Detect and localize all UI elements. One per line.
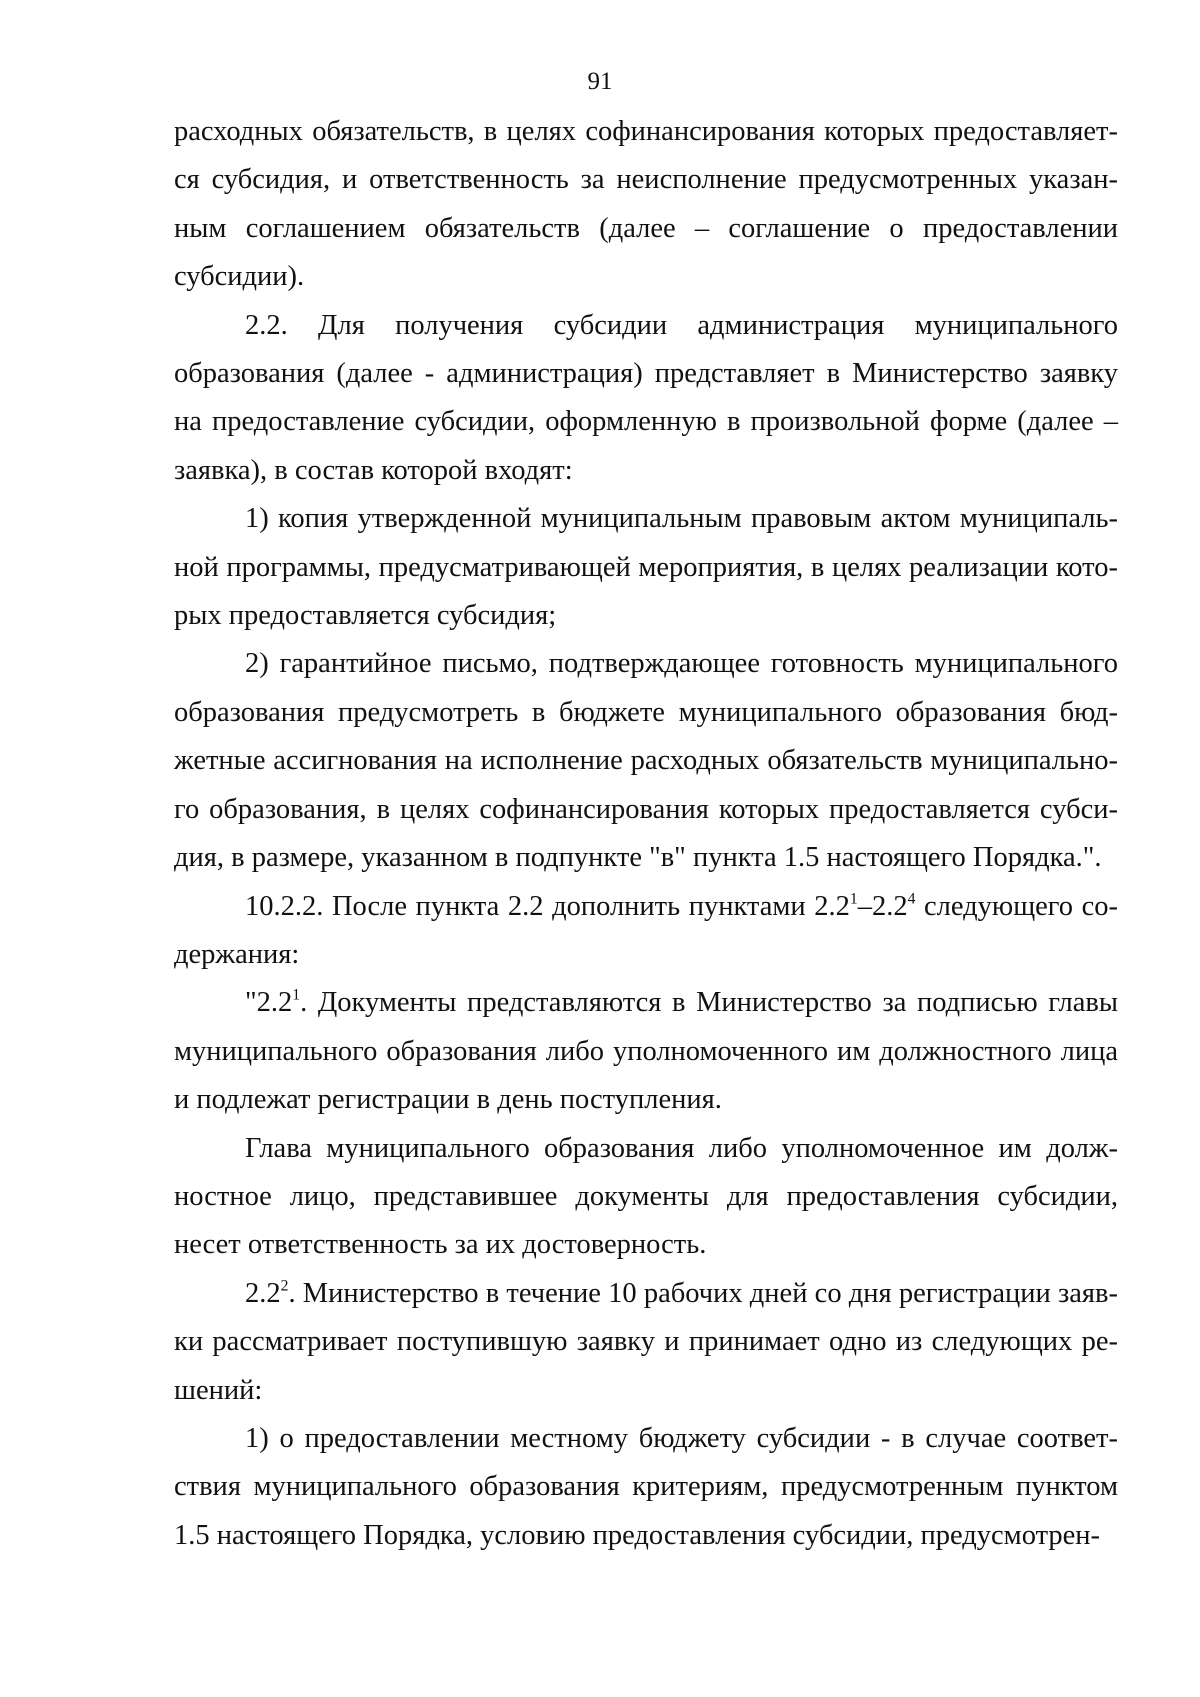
text-segment: Глава муниципального образования либо уполномоченное им должностное лицо, представившее документы для предоставления субсидии, несет ответственность за их достоверность. [174, 1132, 1118, 1261]
superscript: 1 [849, 889, 858, 907]
paragraph [174, 979, 1118, 1124]
superscript: 4 [907, 889, 916, 907]
text-segment: . Документы представляются в Министерство за подписью главы муниципального образования либо уполномоченного им должностного лица и подлежат регистрации в день поступления. [174, 987, 1118, 1116]
document-body [174, 108, 1118, 1560]
text-segment: 1) копия утвержденной муниципальным правовым актом муниципальной программы, предусматривающей мероприятия, в целях реализации которых предоставляется субсидия; [174, 503, 1118, 632]
paragraph [174, 495, 1118, 640]
paragraph [174, 302, 1118, 496]
paragraph [174, 640, 1118, 882]
superscript: 1 [292, 986, 301, 1004]
text-segment: "2.2 [245, 987, 293, 1019]
text-segment: –2.2 [857, 890, 908, 922]
paragraph [174, 1415, 1118, 1560]
text-segment: 2.2. Для получения субсидии администрация муниципального образования (далее - администрация) представляет в Министерство заявку на предоставление субсидии, оформленную в произвольной форме (далее – заявка), в состав которой входят: [174, 309, 1118, 486]
text-segment: . Министерство в течение 10 рабочих дней со дня регистрации заявки рассматривает поступившую заявку и принимает одно из следующих решений: [174, 1277, 1118, 1406]
paragraph [174, 883, 1118, 980]
paragraph [174, 1270, 1118, 1415]
text-segment: следующего содержания: [174, 890, 1118, 970]
page-number: 91 [587, 68, 613, 95]
text-segment: 2.2 [245, 1277, 281, 1309]
text-segment: 2) гарантийное письмо, подтверждающее готовность муниципального образования предусмотреть в бюджете муниципального образования бюджетные ассигнования на исполнение расходных обязательств муниципального образования, в целях софинансирования которых предоставляется субсидия, в размере, указанном в подпункте "в" пункта 1.5 настоящего Порядка.". [174, 648, 1118, 874]
text-segment: 10.2.2. После пункта 2.2 дополнить пунктами 2.2 [245, 890, 850, 922]
paragraph [174, 1125, 1118, 1270]
paragraph [174, 108, 1118, 302]
text-segment: 1) о предоставлении местному бюджету субсидии - в случае соответствия муниципального образования критериям, предусмотренным пунктом 1.5 настоящего Порядка, условию предоставления субсидии, предусмотрен- [174, 1422, 1118, 1551]
text-segment: расходных обязательств, в целях софинансирования которых предоставляется субсидия, и ответственность за неисполнение предусмотренных указанным соглашением обязательств (далее – соглашение о предоставлении субсидии). [174, 116, 1118, 293]
superscript: 2 [280, 1277, 289, 1294]
